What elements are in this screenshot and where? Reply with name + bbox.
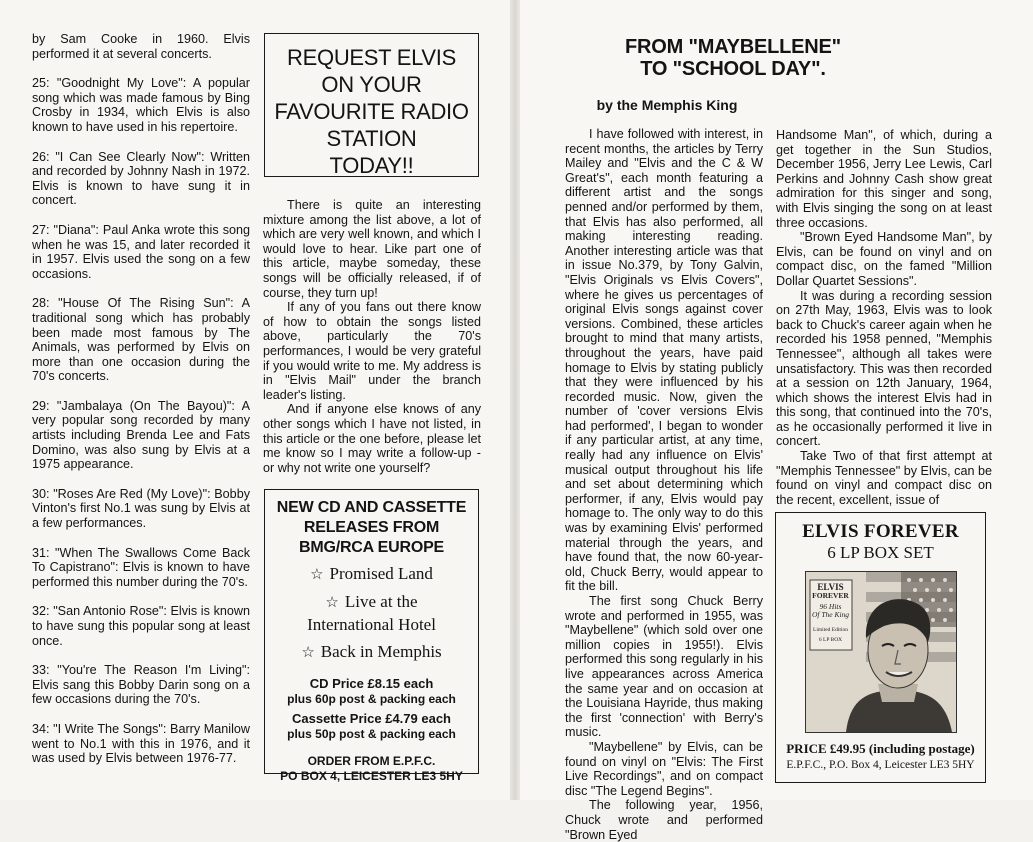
- release-title: Promised Land: [329, 564, 433, 583]
- song-paragraph: 25: "Goodnight My Love": A popular song which was made famous by Bing Crosby in 1934, which Elvis is also known to have used in his repertoire.: [32, 76, 250, 134]
- song-paragraph: 31: "When The Swallows Come Back To Capistrano": Elvis is known to have performed this number during the 70's.: [32, 545, 250, 589]
- releases-heading: RELEASES FROM: [303, 519, 440, 536]
- body-paragraph: It was during a recording session on 27th May, 1963, Elvis was to look back to Chuck's career again when he recorded his 1958 penned, "Memphis Tennessee", although all takes were unsatisfactory. This was then recorded at a session on 12th January, 1964, which shows the interest Elvis had in this song, that continued into the 70's, as he occasionally performed it live in concert.: [776, 288, 992, 449]
- release-item: [265, 563, 478, 586]
- request-elvis-box: [264, 33, 479, 177]
- request-line: ON YOUR: [321, 72, 422, 97]
- article-byline: by the Memphis King: [596, 97, 738, 113]
- boxart-tagline: Of The King: [811, 610, 850, 619]
- song-paragraph: 30: "Roses Are Red (My Love)": Bobby Vinton's first No.1 was sung by Elvis at a few performances.: [32, 486, 250, 531]
- body-paragraph: And if anyone else knows of any other songs which I have not listed, in this article or the one before, please let me know so I may write a follow-up - or why not write one yourself?: [263, 402, 481, 475]
- star-icon: ☆: [310, 567, 324, 583]
- song-paragraph: 32: "San Antonio Rose": Elvis is known to have sung this popular song at least once.: [32, 604, 250, 648]
- body-paragraph: Take Two of that first attempt at "Memphis Tennessee" by Elvis, can be found on vinyl and compact disc on the recent, excellent, issue of: [776, 449, 992, 507]
- body-paragraph: "Brown Eyed Handsome Man", by Elvis, can be found on vinyl and on compact disc, on the famed "Million Dollar Quartet Sessions".: [776, 230, 992, 288]
- new-releases-ad: [264, 489, 479, 783]
- boxart-cover-text: [811, 582, 851, 643]
- request-line: FAVOURITE RADIO: [274, 99, 469, 124]
- cassette-postage: plus 50p post & packing each: [287, 727, 456, 741]
- boxart-edition: Limited Edition: [813, 627, 848, 633]
- cd-postage: plus 60p post & packing each: [287, 692, 456, 706]
- star-icon: ☆: [325, 595, 339, 611]
- request-line: REQUEST ELVIS: [287, 45, 456, 70]
- request-line: STATION: [326, 126, 417, 151]
- boxart-tagline: 96 Hits: [819, 602, 842, 611]
- box-set-photo: [805, 571, 957, 733]
- headline-line: FROM "MAYBELLENE": [625, 36, 841, 58]
- song-paragraph: 26: "I Can See Clearly Now": Written and recorded by Johnny Nash in 1972. Elvis is known to have sung it in concert.: [32, 149, 250, 208]
- ad-address: E.P.F.C., P.O. Box 4, Leicester LE3 5HY: [786, 759, 975, 771]
- ad-price: PRICE £49.95 (including postage): [786, 741, 975, 756]
- song-paragraph: 33: "You're The Reason I'm Living": Elvis sang this Bobby Darin song on a few occasions during the 70's.: [32, 663, 250, 707]
- request-line: TODAY!!: [329, 153, 414, 178]
- releases-heading: BMG/RCA EUROPE: [298, 539, 445, 556]
- cassette-price: Cassette Price £4.79 each: [292, 711, 451, 726]
- boxart-title: ELVIS: [817, 582, 844, 592]
- body-paragraph: The following year, 1956, Chuck wrote and performed "Brown Eyed: [565, 798, 763, 842]
- release-title: Live at the: [344, 592, 418, 611]
- cd-price: CD Price £8.15 each: [309, 676, 434, 691]
- song-paragraph: 34: "I Write The Songs": Barry Manilow went to No.1 with this in 1976, and it was used by Elvis between 1976-77.: [32, 721, 250, 766]
- headline-line: TO "SCHOOL DAY".: [640, 58, 826, 80]
- body-paragraph: If any of you fans out there know of how to obtain the songs listed above, particularly the 70's performances, I would be very grateful if you would write to me. My address is in "Elvis Mail" under the branch leader's listing.: [263, 300, 481, 402]
- body-paragraph: The first song Chuck Berry wrote and performed in 1955, was "Maybellene" (which sold over one million copies in 1955!). Elvis performed this song regularly in his live appearances across America the same year and on occasion at the Louisiana Hayride, thus making the first 'connection' with Berry's music.: [565, 594, 763, 740]
- release-title-cont: International Hotel: [307, 615, 436, 634]
- song-paragraph: 27: "Diana": Paul Anka wrote this song when he was 15, and later recorded it in 1957. Elvis used the song on a few occasions.: [32, 222, 250, 281]
- article-column-1: [565, 127, 763, 842]
- order-address: PO BOX 4, LEICESTER LE3 5HY: [280, 769, 463, 783]
- article-headline: [568, 36, 898, 80]
- order-address: ORDER FROM E.P.F.C.: [307, 754, 436, 768]
- page-gutter: [510, 0, 520, 800]
- release-item: [265, 641, 478, 664]
- article-conclusion-column: [263, 198, 481, 475]
- star-icon: ☆: [301, 645, 315, 661]
- boxart-format: 6 LP BOX: [818, 637, 843, 643]
- ad-subtitle: 6 LP BOX SET: [827, 543, 934, 562]
- releases-heading: NEW CD AND CASSETTE: [276, 499, 467, 516]
- body-paragraph: "Maybellene" by Elvis, can be found on vinyl on "Elvis: The First Live Recordings", and on compact disc "The Legend Begins".: [565, 739, 763, 798]
- body-paragraph: I have followed with interest, in recent months, the articles by Terry Mailey and "Elvis and the C & W Great's", each month featuring a different artist and the songs penned and/or performed by them, that Elvis has also performed, all making interesting reading. Another interesting article was that in issue No.379, by Tony Galvin, "Elvis Originals vs Elvis Covers", where he gives us percentages of original Elvis songs against cover versions. Combined, these articles brought to mind that many artists, throughout the years, have paid homage to Elvis by stating publicly that they were influenced by his recorded music. Now, given the number of 'cover versions Elvis had performed', I began to wonder if any particular artist, at any time, really had any influence on Elvis' musical output throughout his life and set about determining which performer, if any, Elvis would pay homage to. The only way to do this was by examining Elvis' performed material through the years, and have found that, the now 60-year-old, Chuck Berry, would appear to fit the bill.: [565, 127, 763, 594]
- boxart-title: FOREVER: [812, 591, 849, 600]
- song-paragraph: 28: "House Of The Rising Sun": A traditional song which has probably been made most famous by The Animals, was performed by Elvis on more than one occasion during the 70's concerts.: [32, 296, 250, 384]
- song-paragraph: by Sam Cooke in 1960. Elvis performed it at several concerts.: [32, 32, 250, 61]
- release-title: Back in Memphis: [320, 642, 442, 661]
- article-column-2: [776, 128, 992, 507]
- song-list-column: [32, 32, 250, 781]
- body-paragraph: Handsome Man", of which, during a get together in the Sun Studios, December 1956, Jerry Lee Lewis, Carl Perkins and Johnny Cash show great admiration for this singer and song, with Elvis singing the song on at least three occasions.: [776, 128, 992, 230]
- ad-title: ELVIS FOREVER: [802, 521, 959, 542]
- release-item: [265, 591, 478, 636]
- song-paragraph: 29: "Jambalaya (On The Bayou)": A very popular song recorded by many artists including Brenda Lee and Fats Domino, was also sung by Elvis at a 1975 appearance.: [32, 398, 250, 472]
- elvis-forever-ad: [775, 512, 986, 783]
- body-paragraph: There is quite an interesting mixture among the list above, a lot of which are very well known, and which I would love to hear. Like part one of this article, maybe someday, these songs will be officially released, if of course, they turn up!: [263, 198, 481, 300]
